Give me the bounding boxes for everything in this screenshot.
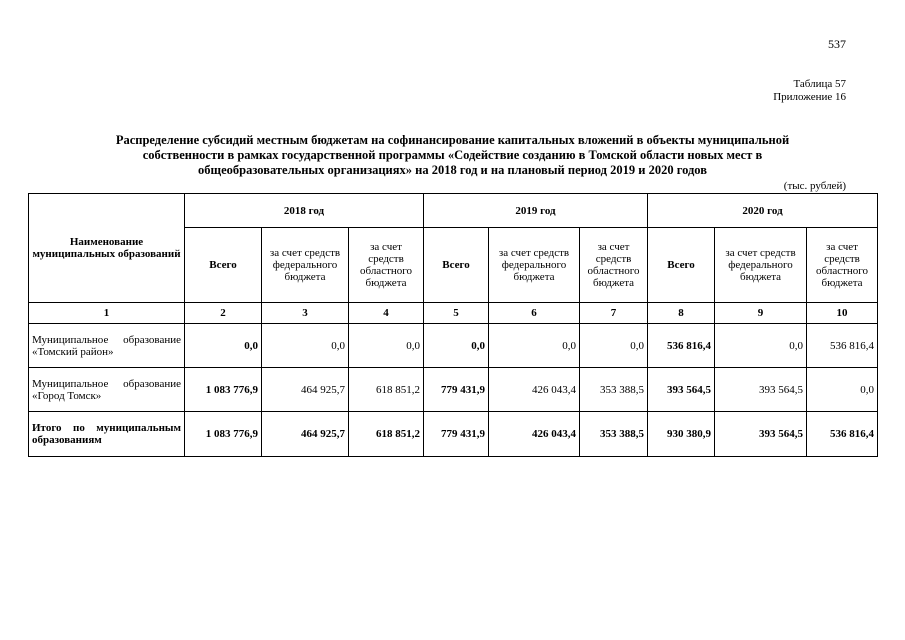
total-row bbox=[29, 412, 878, 457]
row-name: Муниципальное образование «Город Томск» bbox=[29, 368, 185, 412]
cell-value: 0,0 bbox=[489, 324, 580, 368]
cell-value: 1 083 776,9 bbox=[185, 368, 262, 412]
cell-value: 426 043,4 bbox=[489, 368, 580, 412]
title-line-3: общеобразовательных организациях» на 2018 год и на плановый период 2019 и 2020 годов bbox=[198, 163, 707, 177]
subheader-total-2018: Всего bbox=[185, 228, 262, 303]
cell-value: 0,0 bbox=[715, 324, 807, 368]
cell-value: 0,0 bbox=[262, 324, 349, 368]
subheader-federal-2019: за счет средств федерального бюджета bbox=[489, 228, 580, 303]
subheader-regional-2020: за счет средств областного бюджета bbox=[807, 228, 878, 303]
subsidy-table bbox=[28, 193, 878, 457]
total-value: 353 388,5 bbox=[580, 412, 648, 457]
table-row bbox=[29, 324, 878, 368]
page-number: 537 bbox=[828, 37, 846, 51]
column-number: 7 bbox=[580, 303, 648, 324]
year-header-2020: 2020 год bbox=[648, 194, 878, 228]
cell-value: 393 564,5 bbox=[648, 368, 715, 412]
subheader-regional-2018: за счет средств областного бюджета bbox=[349, 228, 424, 303]
units-label: (тыс. рублей) bbox=[783, 180, 846, 192]
subheader-total-2020: Всего bbox=[648, 228, 715, 303]
document-title bbox=[60, 133, 845, 178]
column-number: 6 bbox=[489, 303, 580, 324]
cell-value: 779 431,9 bbox=[424, 368, 489, 412]
name-column-header: Наименование муниципальных образований bbox=[29, 194, 185, 303]
cell-value: 0,0 bbox=[185, 324, 262, 368]
subheader-regional-2019: за счет средств областного бюджета bbox=[580, 228, 648, 303]
column-number: 8 bbox=[648, 303, 715, 324]
title-line-1: Распределение субсидий местным бюджетам на софинансирование капитальных вложений в объекты муниципальной bbox=[115, 133, 790, 147]
year-header-2018: 2018 год bbox=[185, 194, 424, 228]
cell-value: 0,0 bbox=[424, 324, 489, 368]
cell-value: 353 388,5 bbox=[580, 368, 648, 412]
column-number: 10 bbox=[807, 303, 878, 324]
cell-value: 0,0 bbox=[349, 324, 424, 368]
cell-value: 536 816,4 bbox=[807, 324, 878, 368]
table-row bbox=[29, 368, 878, 412]
cell-value: 393 564,5 bbox=[715, 368, 807, 412]
total-value: 536 816,4 bbox=[807, 412, 878, 457]
column-number: 3 bbox=[262, 303, 349, 324]
total-value: 464 925,7 bbox=[262, 412, 349, 457]
column-number: 1 bbox=[29, 303, 185, 324]
cell-value: 464 925,7 bbox=[262, 368, 349, 412]
year-header-2019: 2019 год bbox=[424, 194, 648, 228]
column-number: 9 bbox=[715, 303, 807, 324]
total-value: 930 380,9 bbox=[648, 412, 715, 457]
table-reference bbox=[640, 78, 846, 104]
cell-value: 536 816,4 bbox=[648, 324, 715, 368]
cell-value: 0,0 bbox=[807, 368, 878, 412]
total-value: 779 431,9 bbox=[424, 412, 489, 457]
column-number: 2 bbox=[185, 303, 262, 324]
column-number: 4 bbox=[349, 303, 424, 324]
appendix-label: Приложение 16 bbox=[773, 91, 846, 103]
subheader-federal-2018: за счет средств федерального бюджета bbox=[262, 228, 349, 303]
total-value: 393 564,5 bbox=[715, 412, 807, 457]
total-value: 618 851,2 bbox=[349, 412, 424, 457]
subheader-federal-2020: за счет средств федерального бюджета bbox=[715, 228, 807, 303]
row-name: Муниципальное образование «Томский район» bbox=[29, 324, 185, 368]
table-label: Таблица 57 bbox=[793, 78, 846, 90]
total-value: 1 083 776,9 bbox=[185, 412, 262, 457]
column-number-row bbox=[29, 303, 878, 324]
cell-value: 0,0 bbox=[580, 324, 648, 368]
cell-value: 618 851,2 bbox=[349, 368, 424, 412]
total-value: 426 043,4 bbox=[489, 412, 580, 457]
column-number: 5 bbox=[424, 303, 489, 324]
total-row-name: Итого по муниципальным образованиям bbox=[29, 412, 185, 457]
subheader-total-2019: Всего bbox=[424, 228, 489, 303]
title-line-2: собственности в рамках государственной программы «Содействие созданию в Томской области новых мест в bbox=[142, 148, 763, 162]
